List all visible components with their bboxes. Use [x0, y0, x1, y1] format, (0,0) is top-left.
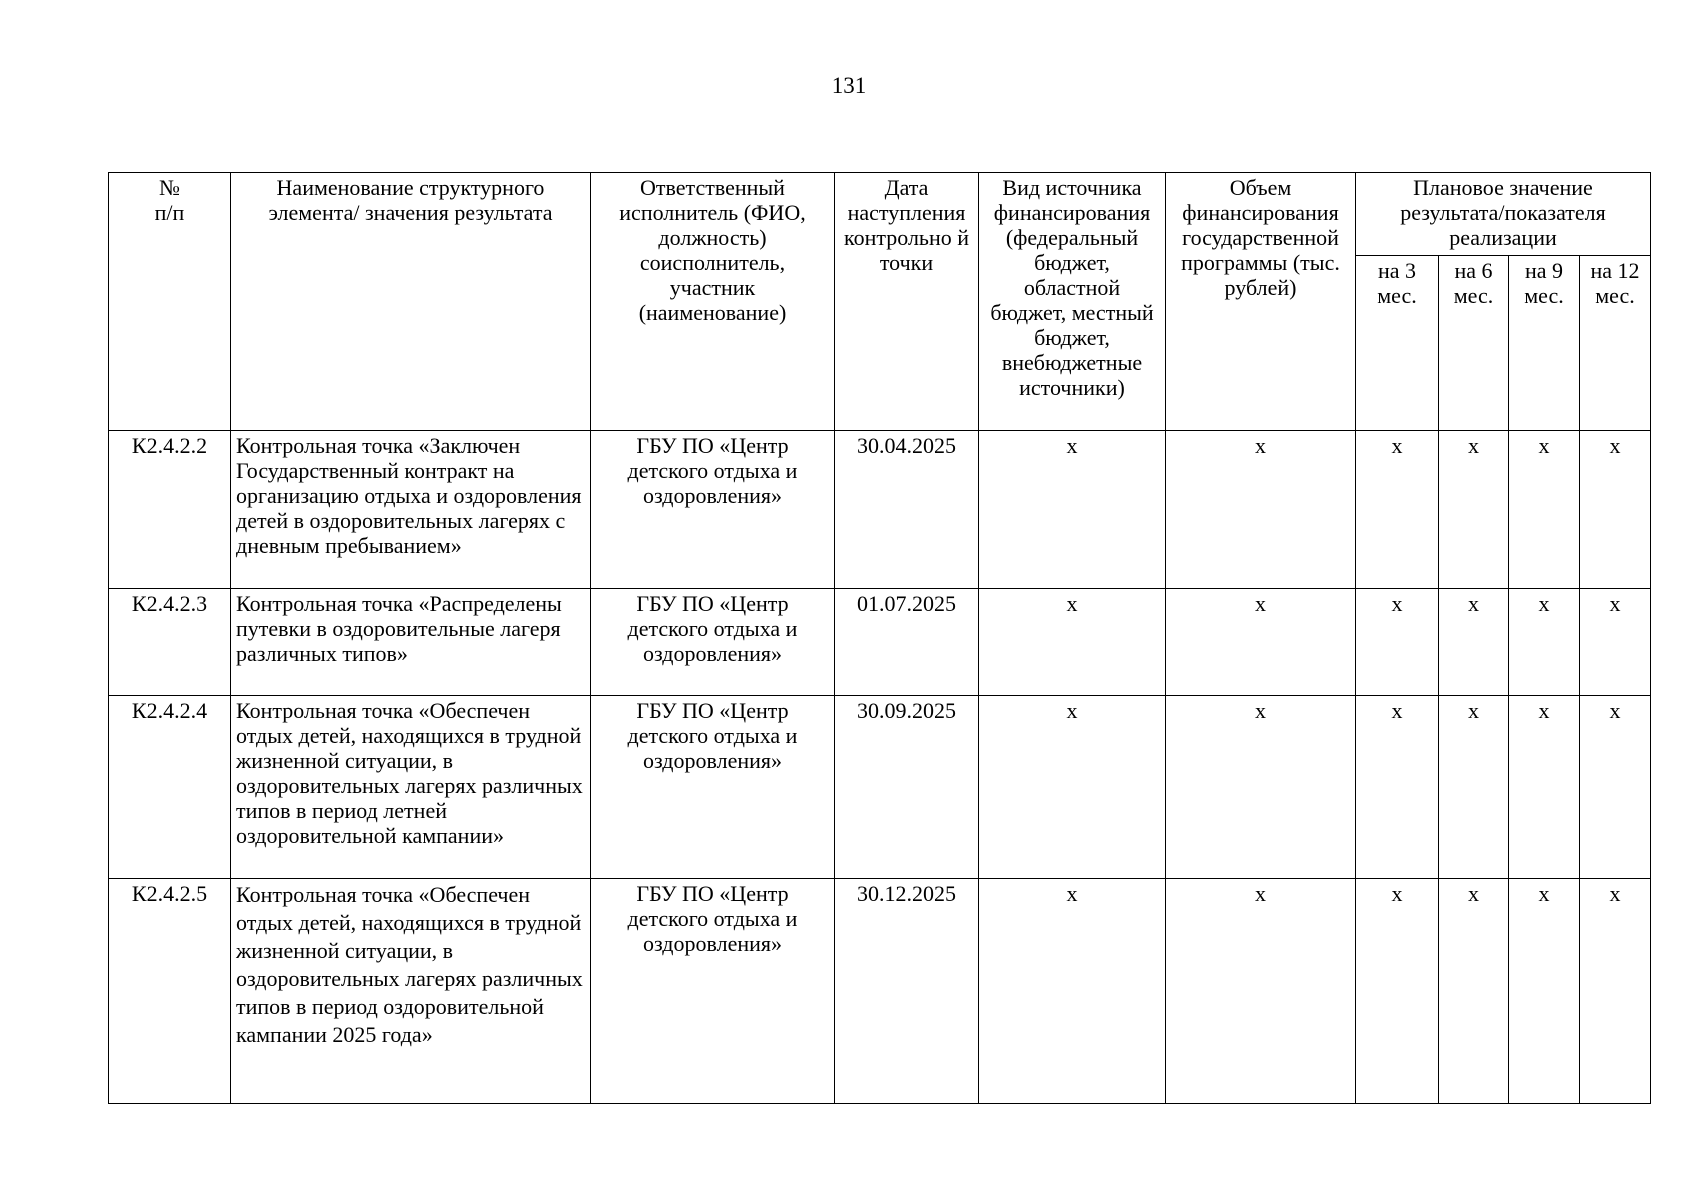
table-row — [109, 696, 1651, 879]
row-volume: x — [1166, 879, 1356, 1104]
row-m9: x — [1509, 589, 1580, 696]
row-m6: x — [1439, 696, 1509, 879]
row-name: Контрольная точка «Распределены путевки в оздоровительные лагеря различных типов» — [231, 589, 591, 696]
row-executor: ГБУ ПО «Центр детского отдыха и оздоровления» — [591, 879, 835, 1104]
row-num: К2.4.2.5 — [109, 879, 231, 1104]
row-m6: x — [1439, 879, 1509, 1104]
row-m6: x — [1439, 431, 1509, 589]
row-num: К2.4.2.2 — [109, 431, 231, 589]
row-num: К2.4.2.3 — [109, 589, 231, 696]
row-m3: x — [1356, 879, 1439, 1104]
header-date: Дата наступления контрольно й точки — [835, 173, 979, 431]
row-date: 30.04.2025 — [835, 431, 979, 589]
row-volume: x — [1166, 696, 1356, 879]
row-m9: x — [1509, 431, 1580, 589]
row-source: x — [979, 879, 1166, 1104]
row-executor: ГБУ ПО «Центр детского отдыха и оздоровления» — [591, 431, 835, 589]
row-executor: ГБУ ПО «Центр детского отдыха и оздоровления» — [591, 589, 835, 696]
header-executor: Ответственный исполнитель (ФИО, должность) соисполнитель, участник (наименование) — [591, 173, 835, 431]
row-m6: x — [1439, 589, 1509, 696]
table-row — [109, 589, 1651, 696]
row-name: Контрольная точка «Заключен Государственный контракт на организацию отдыха и оздоровления детей в оздоровительных лагерях с дневным пребыванием» — [231, 431, 591, 589]
row-volume: x — [1166, 431, 1356, 589]
row-m12: x — [1580, 431, 1651, 589]
row-m9: x — [1509, 879, 1580, 1104]
row-date: 30.12.2025 — [835, 879, 979, 1104]
row-executor: ГБУ ПО «Центр детского отдыха и оздоровления» — [591, 696, 835, 879]
row-source: x — [979, 589, 1166, 696]
header-name: Наименование структурного элемента/ значения результата — [231, 173, 591, 431]
header-volume: Объем финансирования государственной программы (тыс. рублей) — [1166, 173, 1356, 431]
header-source: Вид источника финансирования (федеральный бюджет, областной бюджет, местный бюджет, внебюджетные источники) — [979, 173, 1166, 431]
row-source: x — [979, 696, 1166, 879]
control-points-table — [108, 172, 1651, 1104]
row-m12: x — [1580, 696, 1651, 879]
header-m3: на 3 мес. — [1356, 256, 1439, 431]
row-m12: x — [1580, 589, 1651, 696]
row-m3: x — [1356, 589, 1439, 696]
row-m3: x — [1356, 696, 1439, 879]
header-m9: на 9 мес. — [1509, 256, 1580, 431]
row-date: 30.09.2025 — [835, 696, 979, 879]
row-name: Контрольная точка «Обеспечен отдых детей, находящихся в трудной жизненной ситуации, в оздоровительных лагерях различных типов в период летней оздоровительной кампании» — [231, 696, 591, 879]
row-num: К2.4.2.4 — [109, 696, 231, 879]
table-header-row — [109, 173, 1651, 256]
row-source: x — [979, 431, 1166, 589]
header-planned: Плановое значение результата/показателя реализации — [1356, 173, 1651, 256]
table-row — [109, 431, 1651, 589]
table-row — [109, 879, 1651, 1104]
row-m12: x — [1580, 879, 1651, 1104]
row-m3: x — [1356, 431, 1439, 589]
row-volume: x — [1166, 589, 1356, 696]
page-number: 131 — [831, 73, 867, 98]
row-date: 01.07.2025 — [835, 589, 979, 696]
row-name: Контрольная точка «Обеспечен отдых детей, находящихся в трудной жизненной ситуации, в оздоровительных лагерях различных типов в период оздоровительной кампании 2025 года» — [231, 879, 591, 1104]
row-m9: x — [1509, 696, 1580, 879]
header-num: № п/п — [109, 173, 231, 431]
header-m12: на 12 мес. — [1580, 256, 1651, 431]
header-m6: на 6 мес. — [1439, 256, 1509, 431]
